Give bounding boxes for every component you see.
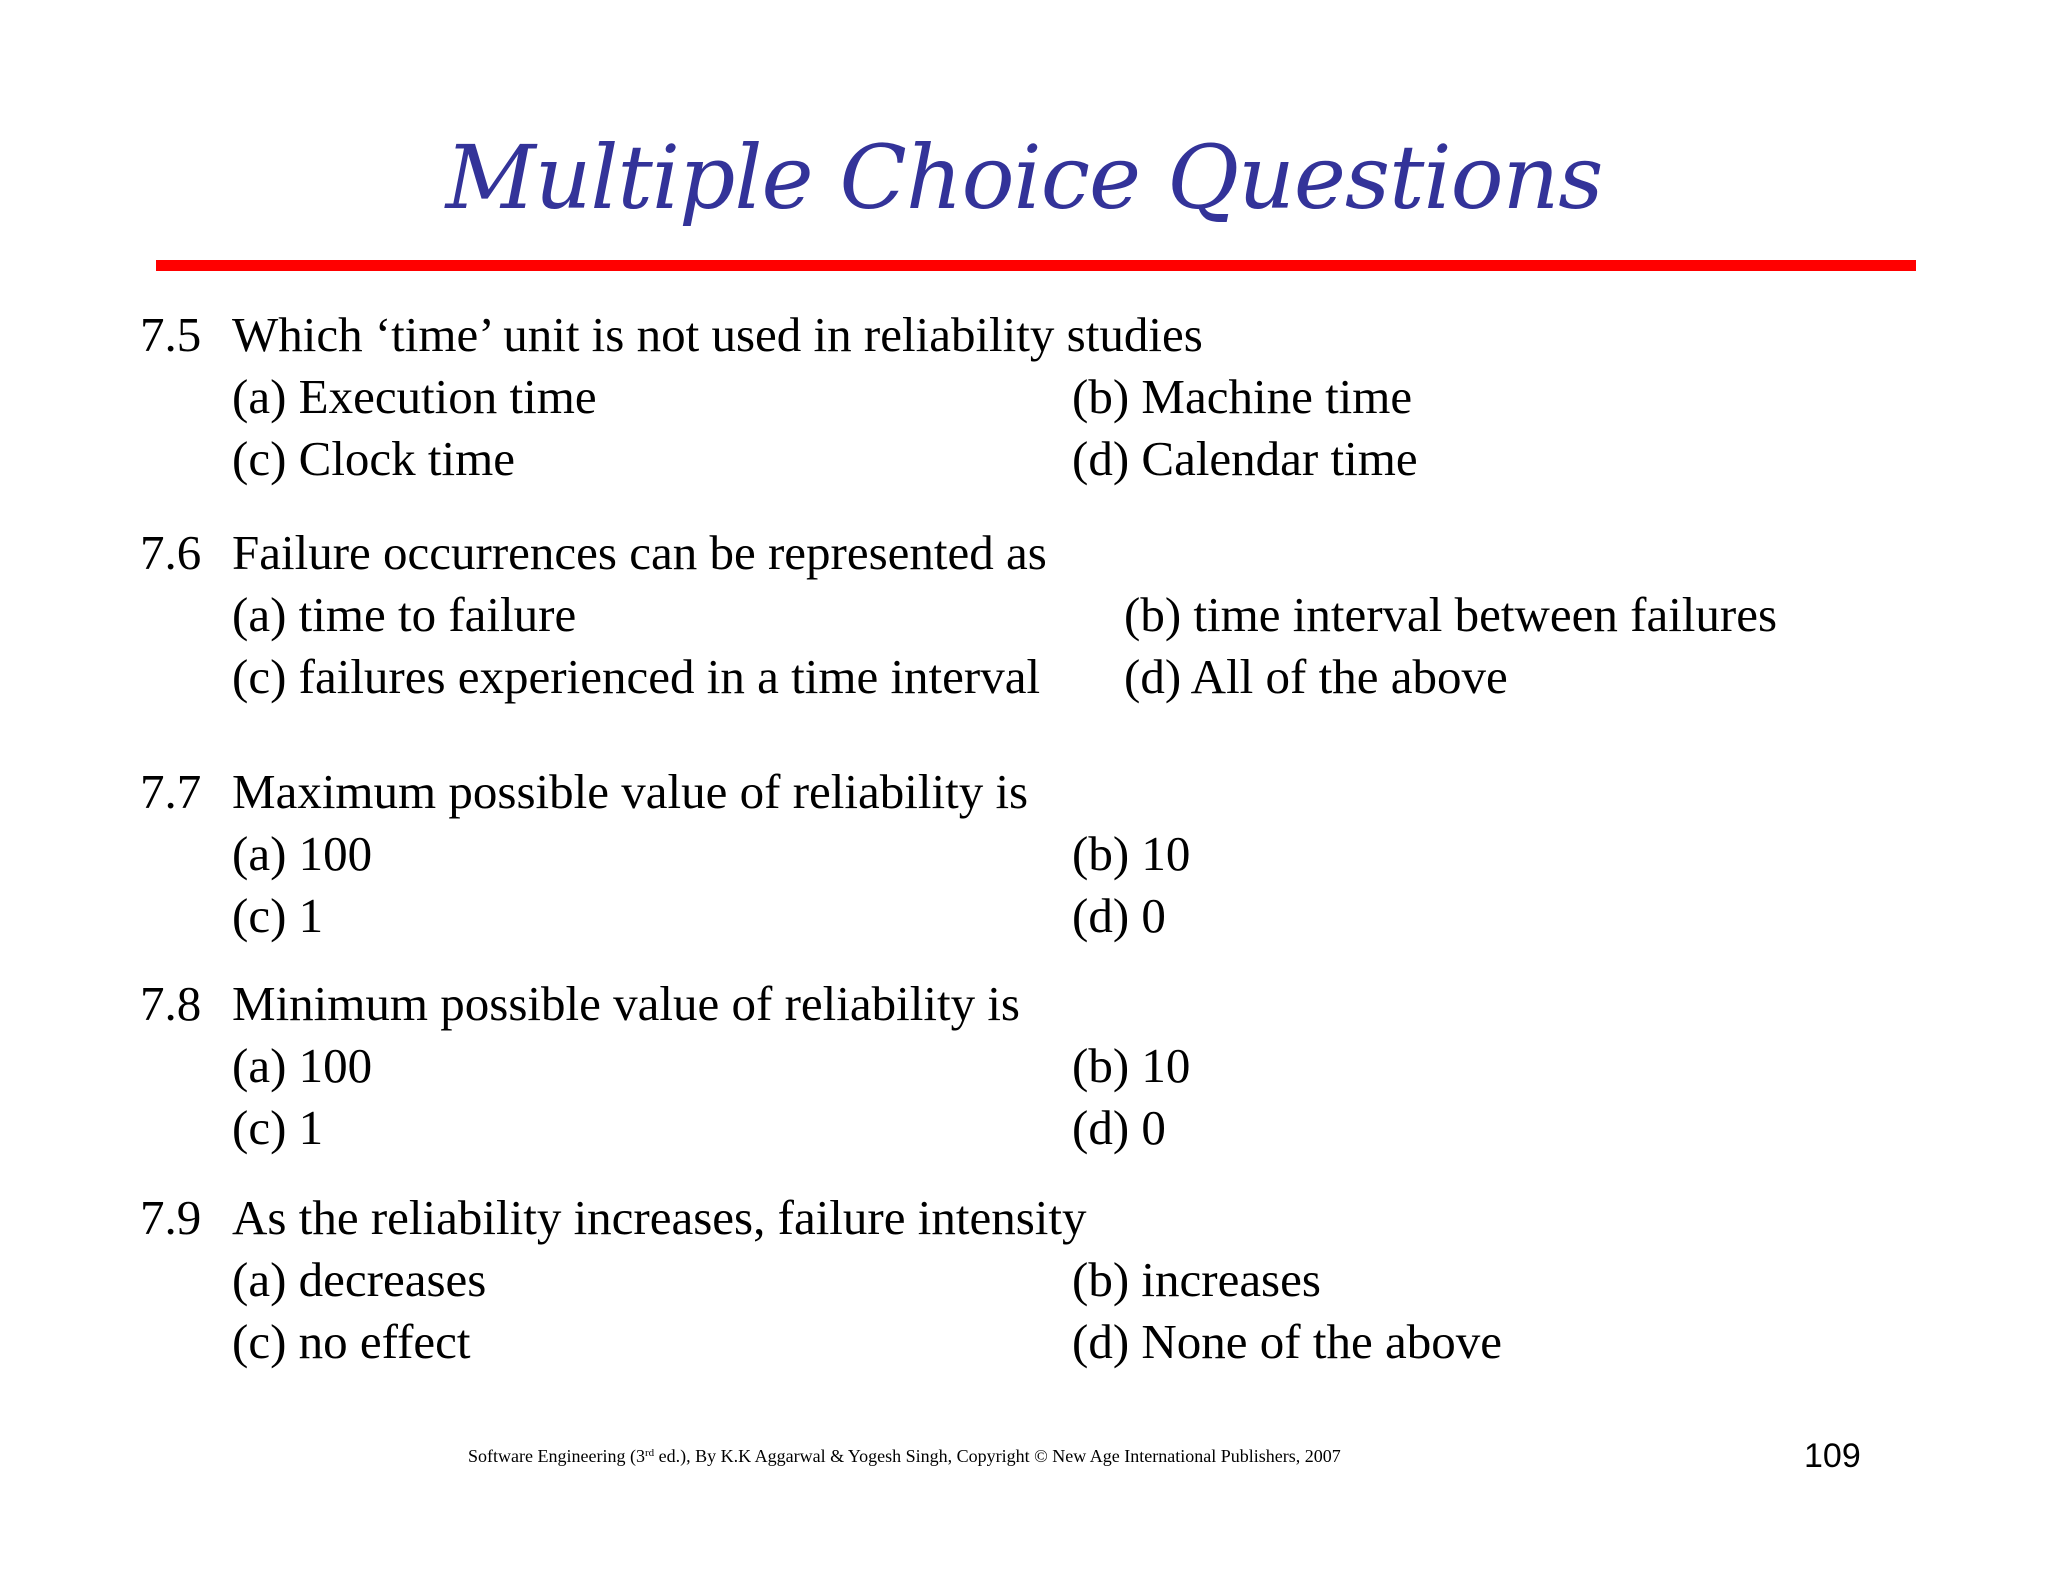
question-number: 7.5	[140, 307, 202, 362]
option-a: (a) time to failure	[232, 587, 577, 642]
option-c: (c) 1	[232, 1100, 324, 1155]
question-number: 7.6	[140, 525, 202, 580]
option-b: (b) 10	[1072, 1038, 1191, 1093]
footer-text-start: Software Engineering (3	[468, 1446, 645, 1466]
question-text: Maximum possible value of reliability is	[232, 764, 1029, 819]
footer-superscript: rd	[644, 1447, 655, 1459]
option-c: (c) 1	[232, 888, 324, 943]
option-c: (c) no effect	[232, 1314, 471, 1369]
option-a: (a) 100	[232, 1038, 373, 1093]
slide-title: Multiple Choice Questions	[445, 126, 1603, 229]
option-c: (c) failures experienced in a time interval	[232, 649, 1041, 704]
question-text: Minimum possible value of reliability is	[232, 976, 1020, 1031]
option-a: (a) decreases	[232, 1252, 487, 1307]
option-b: (b) Machine time	[1072, 369, 1413, 424]
option-d: (d) Calendar time	[1072, 431, 1418, 486]
option-b: (b) 10	[1072, 826, 1191, 881]
page-number: 109	[1804, 1437, 1861, 1475]
option-b: (b) increases	[1072, 1252, 1321, 1307]
option-d: (d) All of the above	[1124, 649, 1508, 704]
question-number: 7.7	[140, 764, 202, 819]
option-b: (b) time interval between failures	[1124, 587, 1778, 642]
question-text: As the reliability increases, failure intensity	[232, 1190, 1087, 1245]
title-divider	[156, 260, 1916, 271]
question-text: Failure occurrences can be represented as	[232, 525, 1047, 580]
option-d: (d) 0	[1072, 888, 1166, 943]
question-text: Which ‘time’ unit is not used in reliability studies	[232, 307, 1203, 362]
question-number: 7.9	[140, 1190, 202, 1245]
option-a: (a) 100	[232, 826, 373, 881]
question-number: 7.8	[140, 976, 202, 1031]
option-d: (d) 0	[1072, 1100, 1166, 1155]
footer-citation	[468, 1444, 1341, 1468]
option-a: (a) Execution time	[232, 369, 597, 424]
option-c: (c) Clock time	[232, 431, 516, 486]
option-d: (d) None of the above	[1072, 1314, 1502, 1369]
footer-text-end: ed.), By K.K Aggarwal & Yogesh Singh, Copyright © New Age International Publishers, 2007	[654, 1446, 1341, 1466]
